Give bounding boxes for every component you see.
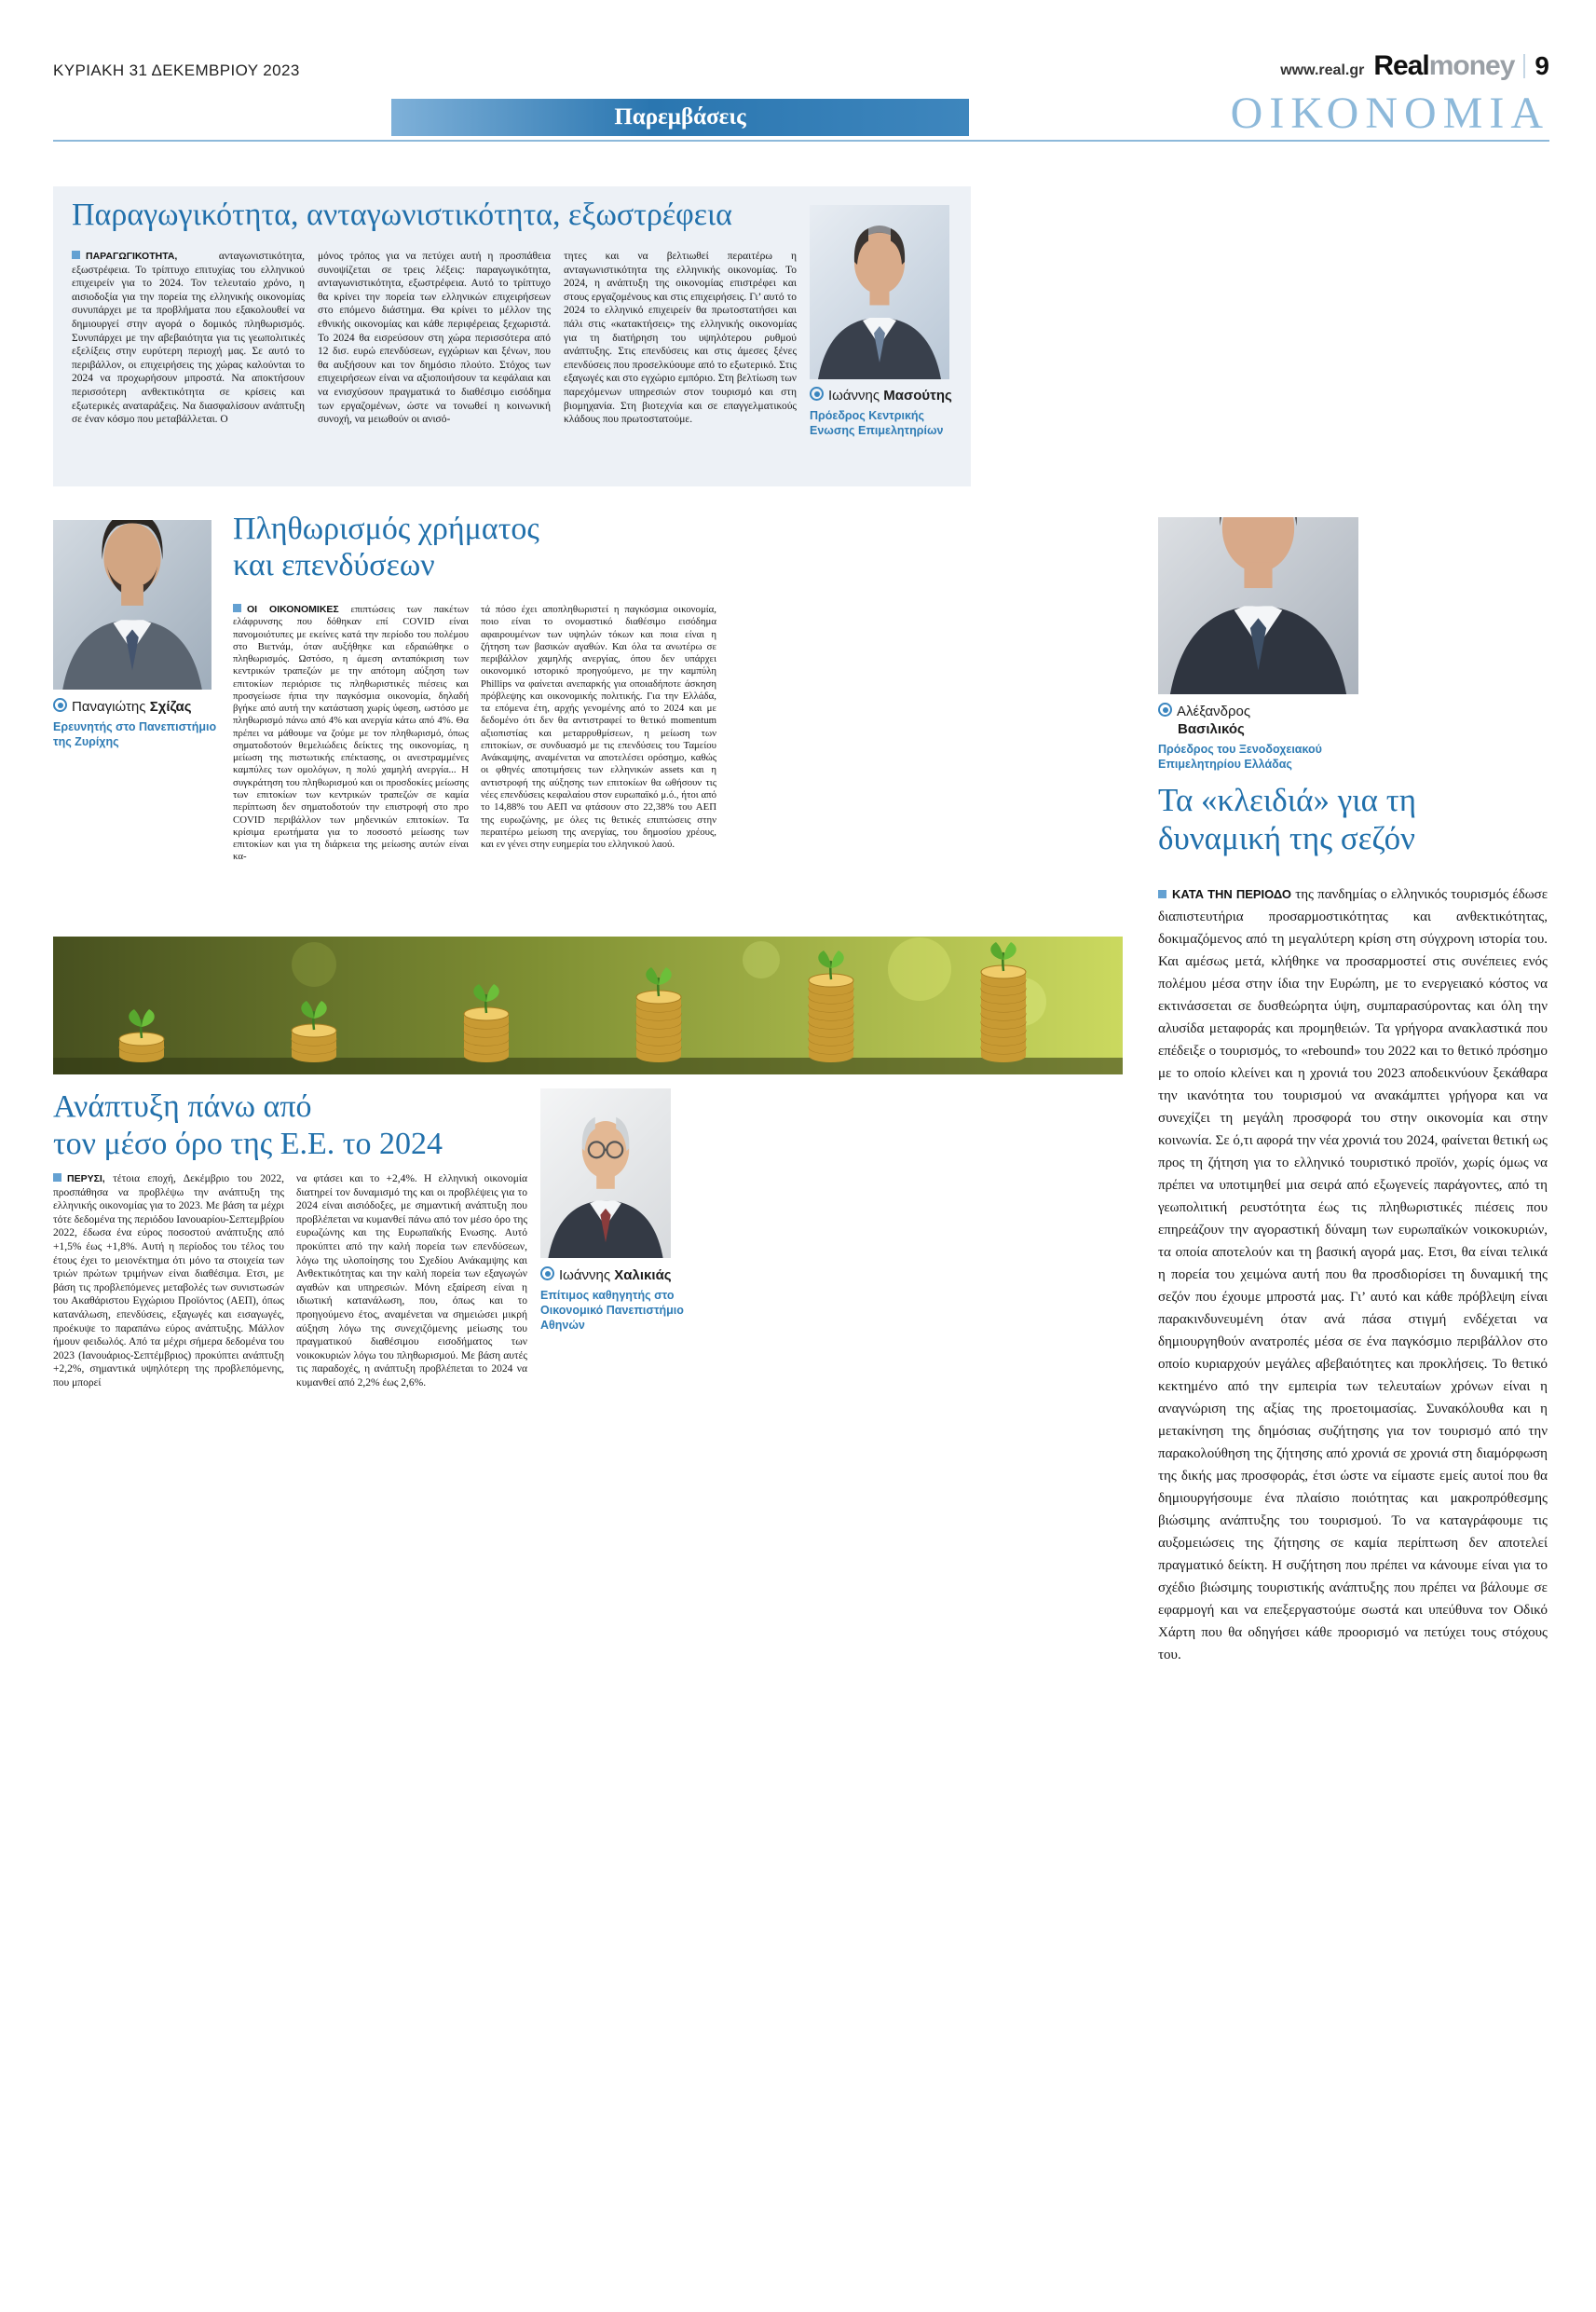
person-silhouette-icon [810, 205, 949, 379]
author-name [540, 1265, 689, 1285]
page-number: 9 [1535, 51, 1549, 80]
article-productivity-col2: μόνος τρόπος για να πετύχει αυτή η προσπάθεια συνοψίζεται σε τρεις λέξεις: παραγωγικότητα, ανταγωνιστικότητα, εξωστρέφεια. Αυτό το τρίπτυχο θα κρίνει την πορεία των ελληνικών επιχειρήσεων στο επόμενο διάστημα. Θα κρίνει το μέλλον της εθνικής οικονομίας και κάθε περιφέρειας ξεχωριστά. Το 2024 θα εισρεύσουν στη χώρα περισσότερα από 12 δισ. ευρώ επενδύσεων, εγχώριων και ξένων, που θα αυξήσουν και τον δημόσιο πλούτο. Στόχος των επιχειρήσεων είναι να αξιοποιήσουν τα κεφάλαια και να ενισχύσουν πραγματικά το διαθέσιμο εισόδημα των εργαζομένων, ώστε να τονωθεί η κοινωνική συνοχή, να μειωθούν οι ανισό- [318, 251, 551, 426]
article-inflation-col2: τά πόσο έχει αποπληθωριστεί η παγκόσμια οικονομία, ποιο είναι το ονομαστικό διαθέσιμο εισόδημα αφαιρουμένων των υψηλών τόκων και ποια είναι η ζήτηση των βασικών αγαθών. Και όλα τα ανωτέρω σε περιβάλλον χαμηλής ανεργίας, όπου δεν υπάρχει οικονομικό ιστορικό προηγούμενο, με την καμπύλη Phillips να φαίνεται ανεπαρκής για οποιαδήποτε άσκηση πρόβλεψης και οικονομικής πολιτικής. Για την Ελλάδα, τα επόμενα έτη, αρχής γενομένης από το 2024 και με δεδομένο ότι δεν θα αντιστραφεί το θετικό momentum αξιοπιστίας και μεταρρυθμίσεων, η μείωση των επιτοκίων, σε συνδυασμό με τις επενδύσεις του Ταμείου Ανάκαμψης, αναμένεται να αποτελέσει ορόσημο, καθώς οι φθηνές αποτιμήσεις των ελληνικών assets και η αντιστροφή της αύξησης των επιτοκίων θα ωθήσουν τις νέες επενδύσεις κεφαλαίου στον ευρωπαϊκό μ.ό., ήτοι από το 14,88% του ΑΕΠ να φτάσουν στο 22,38% του ΑΕΠ της ευρωζώνης, με όλες τις θετικές επιπτώσεις στην περαιτέρω μείωση της ανεργίας, του δημοσίου χρέους, και εν γένει στην ευημερία του ελληνικού λαού. [481, 604, 716, 851]
author-badge-icon [810, 387, 824, 401]
article-growth-col1 [53, 1172, 284, 1448]
title-line: και επενδύσεων [233, 548, 435, 583]
article-season-body [1158, 883, 1548, 2246]
site-url: www.real.gr [1280, 62, 1365, 78]
lead-square-icon [53, 1173, 61, 1182]
author-role: Ερευνητής στο Πανεπιστήμιο της Ζυρίχης [53, 719, 217, 748]
section-title: ΟΙΚΟΝΟΜΙΑ [1230, 89, 1549, 138]
lead-text: ΠΕΡΥΣΙ, [67, 1173, 105, 1184]
article-growth-col2: να φτάσει και το +2,4%. Η ελληνική οικονομία διατηρεί τον δυναμισμό της και οι προβλέψεις για το 2024 είναι αισιόδοξες, με σημαντική ανάπτυξη που προβλέπεται να κυμανθεί πάνω από τον μέσο όρο της ευρωζώνης και της Ευρωπαϊκής Ενωσης. Αυτό προκύπτει από την καλή πορεία των επενδύσεων, λόγω της υλοποίησης του Σχεδίου Ανάκαμψης και Ανθεκτικότητας και την καλή πορεία των εξαγωγών αγαθών και υπηρεσιών. Μόνη εξαίρεση είναι η ιδιωτική κατανάλωση, που, όπως και το προηγούμενο έτος, αναμένεται να σημειώσει μικρή αύξηση λόγω της συνεχιζόμενης μείωσης του πραγματικού διαθέσιμου εισοδήματος των νοικοκυριών λόγω του πληθωρισμού. Με βάση αυτές τις παραδοχές, η ανάπτυξη προβλέπεται το 2024 να κυμανθεί από 2,2% έως 2,6%. [296, 1173, 527, 1389]
coins-photo-illustration [53, 937, 1123, 1074]
masthead [1280, 50, 1549, 82]
article-productivity-col3: τητες και να βελτιωθεί περαιτέρω η ανταγωνιστικότητα της ελληνικής οικονομίας. Το 2024, η ανάπτυξη της οικονομίας επιστρέφει και στους εργαζομένους και στις επιχειρήσεις. Γι’ αυτό το 2024 το ελληνικό επιχειρείν θα πρωτοστατήσει και πάλι στις «κατακτήσεις» της ελληνικής οικονομίας για τη διατήρηση του υψηλότερου ρυθμού ανάπτυξης. Στις επενδύσεις και στις άμεσες ξένες επενδύσεις που προσελκύουμε από το εξωτερικό. Στις εξαγωγές και στο εγχώριο εμπόριο. Στη βελτίωση των παρεχόμενων υπηρεσιών στον τουρισμό και στη βιομηχανία. Στη βιοτεχνία και σε επαγγελματικούς κλάδους που πρωτοστατούμε. [564, 251, 797, 426]
person-silhouette-icon [53, 520, 211, 690]
column-text: της πανδημίας ο ελληνικός τουρισμός έδωσε διαπιστευτήρια προσαρμοστικότητας και ανθεκτικότητας, δοκιμαζόμενος από τη μεγαλύτερη κρίση στη σύγχρονη ιστορία του. Και αμέσως μετά, κλήθηκε να προσαρμοστεί στις συνέπειες ενός πολέμου μέσα στην ίδια την Ευρώπη, με το ενεργειακό κόστος να εκτινάσσεται σε δυσθεώρητα ύψη, συμπαρασύροντας και όλη την αλυσίδα μεταφοράς και προμηθειών. Τα γρήγορα ανακλαστικά που επέδειξε ο τουρισμός, το «rebound» του 2022 και το θετικό πρόσημο με το οποίο κλείνει και η χρονιά του 2023 αποδεικνύουν ξεκάθαρα την ικανότητα του τουρισμού να ανακάμπτει γρήγορα και να συνεχίζει τη μεγάλη προσφορά του στην οικονομία και στην κοινωνία. Σε ό,τι αφορά την νέα χρονιά του 2024, φαίνεται θετική ως προς τη ζήτηση για το ελληνικό τουριστικό προϊόν, χωρίς όμως να πρέπει να υποτιμηθεί μια σειρά από εξωγενείς παράγοντες, από τη γεωπολιτική ρευστότητα έως τις πληθωριστικές πιέσεις που επηρεάζουν την αγοραστική δύναμη των ευρωπαϊκών νοικοκυριών, τα οποία αποτελούν και τη βασική αγορά μας. Ετσι, θα είναι τελικά η πορεία του χειμώνα αυτή που θα προσδιορίσει τη δυναμική της σεζόν που έχουμε μπροστά μας. Γι’ αυτό και κάθε πρόβλεψη είναι παρακινδυνευμένη όταν ανά πάσα στιγμή ενδέχεται να δημιουργηθούν ανατροπές μέσα σε ένα παγκόσμιο περιβάλλον στο οποίο κυριαρχούν μεγάλες αβεβαιότητες και προκλήσεις. Το θετικό κεκτημένο από την εμπειρία των τελευταίων χρόνων είναι η αναγνώριση της αξίας της προετοιμασίας. Συνακόλουθα και η μετακίνηση της δημόσιας συζήτησης για τον τουρισμό από την παρακολούθηση της ζήτησης από χρονιά σε χρονιά στη διαμόρφωση της δικής μας προσφοράς, έτσι ώστε να είμαστε εμείς αυτοί που θα δημιουργήσουμε ένα πλαίσιο ποιότητας και μακροπρόθεσμης βιώσιμης ανάπτυξης του τουρισμού. Το να καταγράφουμε τις αυξομειώσεις της ζήτησης σε καμία περίπτωση δεν αποτελεί πραγματικό δείκτη. Η συζήτηση που πρέπει να κάνουμε είναι για το σχέδιο βιώσιμης τουριστικής ανάπτυξης που πρέπει να βάλουμε σε εφαρμογή και να επεξεργαστούμε σωστά και υπεύθυνα τον Οδικό Χάρτη που θα οδηγήσει κάθε προορισμό να πετύχει τους στόχους του. [1158, 887, 1548, 1662]
divider [1523, 54, 1525, 78]
article-inflation-title [233, 511, 539, 583]
lead-text: ΟΙ ΟΙΚΟΝΟΜΙΚΕΣ [247, 604, 339, 615]
header-rule [53, 140, 1549, 142]
coins-growth-photo [53, 937, 1123, 1074]
article-season-title [1158, 781, 1416, 858]
author-role: Πρόεδρος Κεντρικής Ενωσης Επιμελητηρίων [810, 408, 944, 437]
portrait-photo-chalikias [540, 1088, 671, 1258]
title-line: Ανάπτυξη πάνω από [53, 1089, 312, 1124]
article-inflation-col1 [233, 604, 469, 932]
author-last-name: Χαλικιάς [614, 1267, 672, 1283]
author-first-name: Ιωάννης [828, 388, 880, 404]
page-date: ΚΥΡΙΑΚΗ 31 ΔΕΚΕΜΒΡΙΟΥ 2023 [53, 62, 300, 79]
author-last-name: Μασούτης [883, 388, 952, 404]
author-name [53, 697, 230, 717]
person-silhouette-icon [1158, 517, 1358, 694]
article-productivity-col1 [72, 250, 305, 473]
author-caption-chalikias [540, 1265, 689, 1334]
brand-bold: Real [1373, 50, 1429, 81]
title-line: Πληθωρισμός χρήματος [233, 512, 539, 546]
author-last-name: Σχίζας [149, 699, 192, 715]
article-growth-title [53, 1088, 443, 1163]
author-last-name: Βασιλικός [1178, 720, 1245, 737]
article-productivity-title: Παραγωγικότητα, ανταγωνιστικότητα, εξωστρέφεια [72, 198, 732, 232]
lead-square-icon [72, 251, 80, 259]
author-caption-schizas [53, 697, 230, 749]
section-banner-label: Παρεμβάσεις [614, 104, 746, 130]
author-first-name: Αλέξανδρος [1177, 704, 1251, 719]
title-line: τον μέσο όρο της Ε.Ε. το 2024 [53, 1127, 443, 1162]
column-text: ανταγωνιστικότητα, εξωστρέφεια. Το τρίπτυχο επιτυχίας του ελληνικού επιχειρείν για το 2024. Τον τελευταίο χρόνο, η αισιοδοξία για την πορεία της ελληνικής οικονομίας συνυπάρχει με τα προβλήματα που εξακολουθεί να δημιουργεί στην αγορά ο δομικός πληθωρισμός. Συνυπάρχει με την αβεβαιότητα για τις γεωπολιτικές εξελίξεις στην ευρύτερη περιοχή μας. Σε αυτό το περιβάλλον, οι επιχειρήσεις της χώρας καλούνται το 2024 να προχωρήσουν μπροστά. Να αποκτήσουν περισσότερη ανθεκτικότητα σε κρίσεις και εξωτερικές αναταράξεις. Να διασφαλίσουν ανάπτυξη σε έναν κόσμο που μεταβάλλεται. Ο [72, 251, 305, 426]
author-role: Επίτιμος καθηγητής στο Οικονομικό Πανεπιστήμιο Αθηνών [540, 1288, 684, 1333]
author-badge-icon [53, 698, 67, 712]
author-name [1158, 702, 1358, 739]
portrait-photo-vasilikos [1158, 517, 1358, 694]
title-line: Τα «κλειδιά» για τη [1158, 782, 1417, 818]
author-first-name: Παναγιώτης [72, 699, 146, 715]
author-badge-icon [540, 1266, 554, 1280]
brand-logo [1373, 50, 1514, 82]
column-text: τέτοια εποχή, Δεκέμβριο του 2022, προσπάθησα να προβλέψω την ανάπτυξη της ελληνικής οικονομίας για το 2023. Με βάση τα μέχρι τότε δεδομένα της περιόδου Ιανουαρίου-Σεπτεμβρίου 2022, έδωσα ένα εύρος ποσοστού ανάπτυξης από +1,5% έως +1,8%. Αυτή η περίοδος του τέλος του έτους έχει το μειονέκτημα ότι μόνο τα στοιχεία των τριών πρώτων τριμήνων είναι διαθέσιμα. Ετσι, με βάση τις προβλεπόμενες μεταβολές των συνιστωσών του Ακαθάριστου Εγχώριου Προϊόντος (ΑΕΠ), όπως κατανάλωση, επενδύσεις, εξαγωγές και εισαγωγές, προέκυψε το παραπάνω εύρος ανάπτυξης. Μάλλον ήμουν φειδωλός. Από τα μέχρι σήμερα δεδομένα του 2023 (Ιανουάριος-Σεπτέμβριος) προκύπτει ανάπτυξη +2,2%, σημαντικά υψηλότερη της προβλεπόμενης, που μπορεί [53, 1173, 284, 1389]
lead-text: ΠΑΡΑΓΩΓΙΚΟΤΗΤΑ, [86, 251, 178, 262]
author-name [810, 386, 959, 405]
portrait-photo-masoutis [810, 205, 949, 379]
brand-light: money [1428, 50, 1515, 81]
section-banner [391, 99, 969, 136]
title-line: δυναμική της σεζόν [1158, 820, 1415, 857]
lead-square-icon [233, 604, 241, 612]
author-caption-vasilikos [1158, 702, 1358, 772]
person-silhouette-icon [540, 1088, 671, 1258]
column-text: επιπτώσεις των πακέτων ελάφρυνσης που δόθηκαν επί COVID είναι πανομοιότυπες με εκείνες κατά την περίοδο του πολέμου στο Βιετνάμ, όταν αυξήθηκε και εδραιώθηκε ο πληθωρισμός. Ωστόσο, η άμεση ανταπόκριση των κεντρικών τραπεζών με την απότομη αύξηση των επιτοκίων περιόρισε τις πληθωριστικές πιέσεις και προσγείωσε ήπια την παγκόσμια οικονομία, δηλαδή βγήκε από αυτή την κατάσταση χωρίς ύφεση, ωστόσο με πληθωρισμό πάνω από 4% και ανεργία κάτω από 4%. Θα πρέπει να μάθουμε να ζούμε με τον πληθωρισμό, όπως σηματοδοτούν θεμελιώδεις δείκτες της οικονομίας, η μείωση της πιστωτικής επέκτασης, οι ανεστραμμένες καμπύλες των ομολόγων, η πολύ χαμηλή ανεργία... Η συγκράτηση του πληθωρισμού και οι προσδοκίες μείωσης των επιτοκίων των κεντρικών τραπεζών σε καμία περίπτωση δεν σηματοδοτούν την επιστροφή στο προ COVID περιβάλλον των μηδενικών επιτοκίων. Τα κρίσιμα ερωτήματα για το ποσοστό μείωσης των επιτοκίων και για τη διάρκεια της μείωσης αυτών είναι κα- [233, 604, 469, 863]
author-badge-icon [1158, 703, 1172, 717]
author-role: Πρόεδρος του Ξενοδοχειακού Επιμελητηρίου Ελλάδας [1158, 742, 1322, 771]
author-caption-masoutis [810, 386, 959, 438]
lead-square-icon [1158, 890, 1166, 898]
lead-text: ΚΑΤΑ ΤΗΝ ΠΕΡΙΟΔΟ [1172, 887, 1292, 901]
portrait-photo-schizas [53, 520, 211, 690]
author-first-name: Ιωάννης [559, 1267, 611, 1283]
